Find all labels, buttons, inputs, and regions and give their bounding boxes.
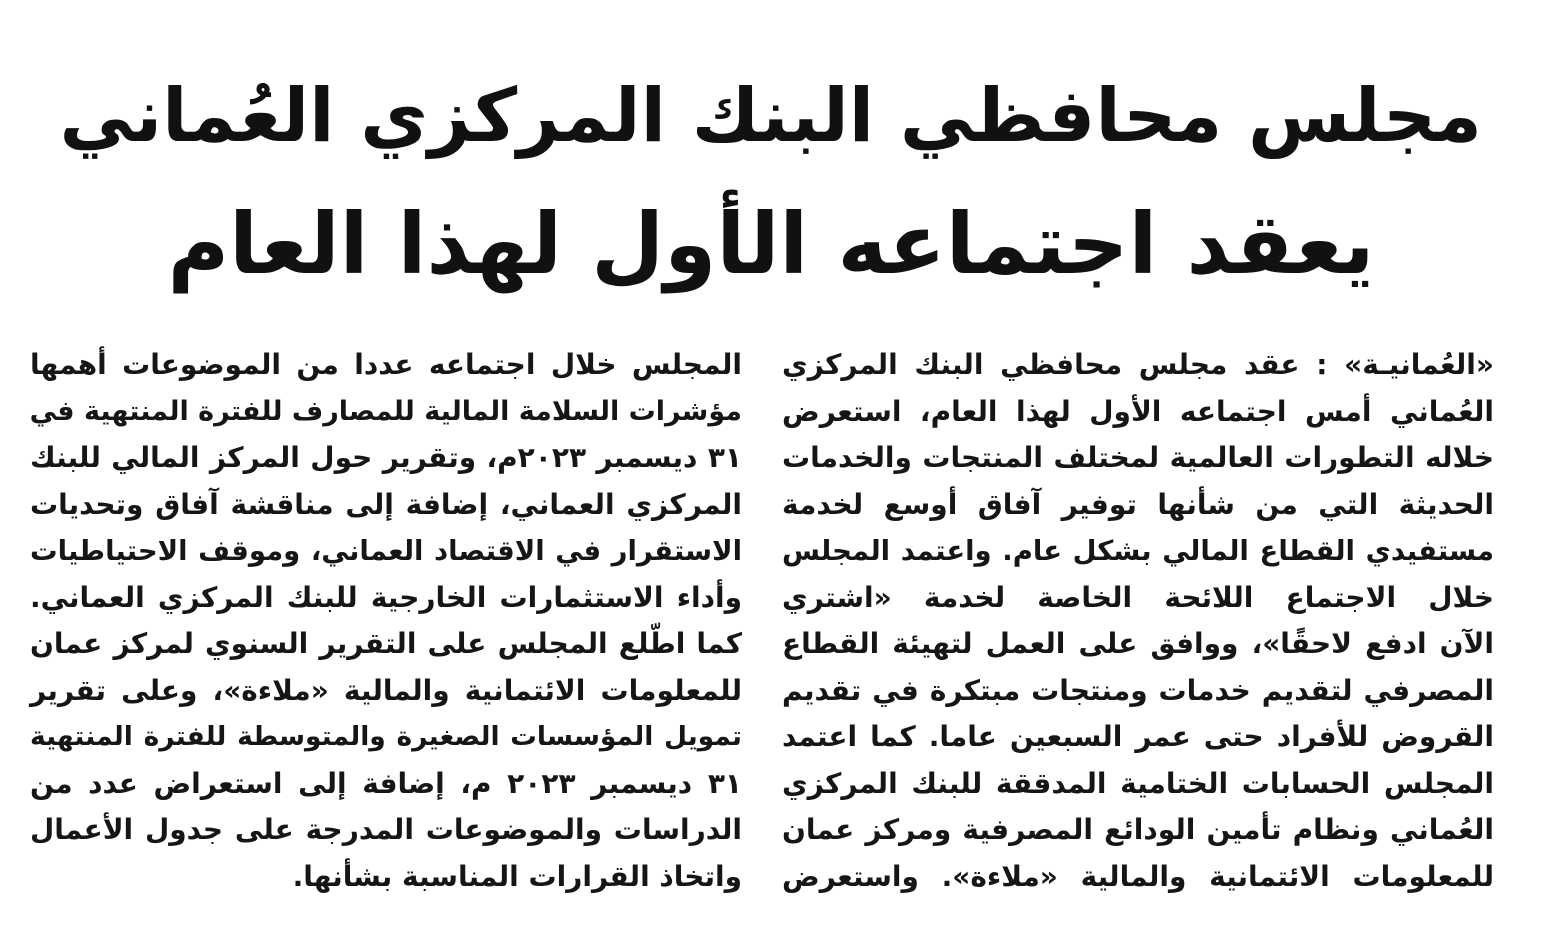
headline-line-1: مجلس محافظي البنك المركزي العُماني xyxy=(59,73,1482,159)
body-line: الاستقرار في الاقتصاد العماني، وموقف الاحتياطيات xyxy=(30,535,742,567)
body-line: الآن ادفع لاحقًا»، ووافق على العمل لتهيئة القطاع xyxy=(782,627,1494,660)
body-line: للمعلومات الائتمانية والمالية «ملاءة». واستعرض xyxy=(782,859,1494,893)
body-line: القروض للأفراد حتى عمر السبعين عاما. كما اعتمد xyxy=(782,720,1494,753)
body-line: مؤشرات السلامة المالية للمصارف للفترة المنتهية في xyxy=(29,395,742,427)
body-line: الدراسات والموضوعات المدرجة على جدول الأعمال xyxy=(30,813,742,846)
body-line: المجلس الحسابات الختامية المدققة للبنك المركزي xyxy=(782,766,1494,800)
body-line: ٣١ ديسمبر ٢٠٢٣ م، إضافة إلى استعراض عدد من xyxy=(30,766,742,800)
body-line: مستفيدي القطاع المالي بشكل عام. واعتمد المجلس xyxy=(782,535,1494,567)
body-line: للمعلومات الائتمانية والمالية «ملاءة»، وعلى تقرير xyxy=(30,673,742,707)
article-body-right-column xyxy=(782,342,1494,900)
body-line: المجلس خلال اجتماعه عددا من الموضوعات أهمها xyxy=(30,348,742,381)
headline-line-2: يعقد اجتماعه الأول لهذا العام xyxy=(167,195,1375,293)
article-body-left-column xyxy=(30,342,742,900)
body-line: العُماني ونظام تأمين الودائع المصرفية ومركز عمان xyxy=(782,813,1494,846)
body-line: وأداء الاستثمارات الخارجية للبنك المركزي العماني. xyxy=(30,580,742,614)
body-line: واتخاذ القرارات المناسبة بشأنها. xyxy=(292,859,742,893)
body-line: خلال الاجتماع اللائحة الخاصة لخدمة «اشتري xyxy=(782,580,1494,614)
body-line: المركزي العماني، إضافة إلى مناقشة آفاق وتحديات xyxy=(30,487,742,521)
body-line: كما اطّلع المجلس على التقرير السنوي لمركز عمان xyxy=(30,627,742,660)
body-line: خلاله التطورات العالمية لمختلف المنتجات والخدمات xyxy=(782,441,1494,474)
body-line: تمويل المؤسسات الصغيرة والمتوسطة للفترة المنتهية xyxy=(30,721,742,752)
body-line: الحديثة التي من شأنها توفير آفاق أوسع لخدمة xyxy=(782,487,1494,521)
body-line: العُماني أمس اجتماعه الأول لهذا العام، استعرض xyxy=(782,394,1494,428)
body-line: المصرفي لتقديم خدمات ومنتجات مبتكرة في تقديم xyxy=(782,673,1494,707)
body-line: ٣١ ديسمبر ٢٠٢٣م، وتقرير حول المركز المالي للبنك xyxy=(30,441,742,474)
body-line: «العُمانيـة» : عقد مجلس محافظي البنك المركزي xyxy=(782,348,1494,381)
article-headline xyxy=(60,52,1482,308)
